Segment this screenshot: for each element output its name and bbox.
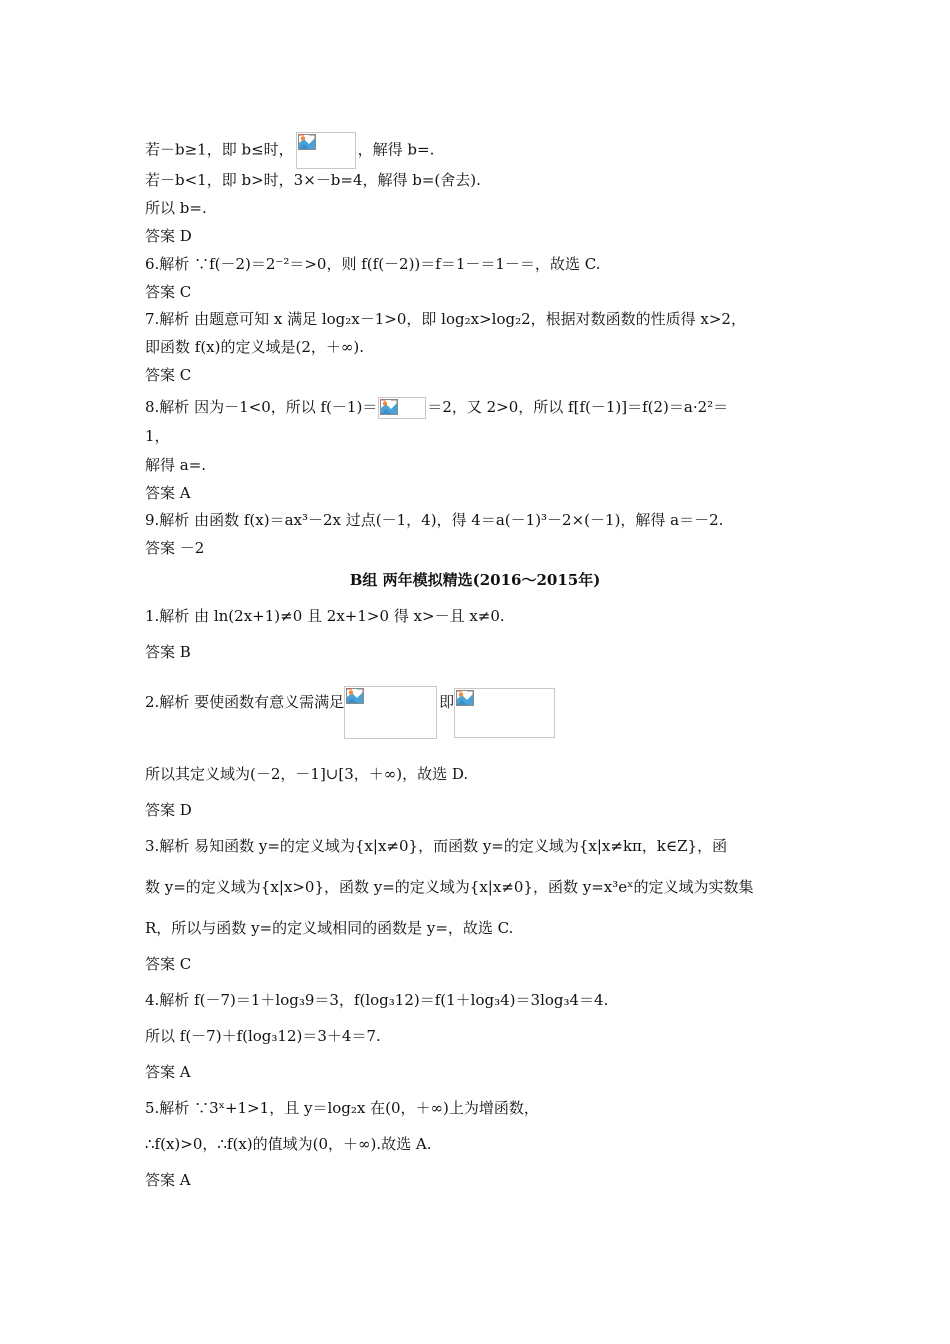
section-heading: B组 两年模拟精选(2016～2015年) bbox=[349, 571, 601, 589]
answer-line: 答案 C bbox=[145, 283, 192, 301]
answer-line: 答案 A bbox=[145, 1171, 191, 1189]
text-line: 即函数 f(x)的定义域是(2，＋∞). bbox=[145, 338, 364, 356]
text-line: ∴f(x)>0，∴f(x)的值域为(0，＋∞).故选 A. bbox=[145, 1135, 432, 1153]
broken-image-icon bbox=[298, 134, 316, 150]
text-line: 数 y=的定义域为{x|x>0}，函数 y=的定义域为{x|x≠0}，函数 y=x³eˣ的定义域为实数集 bbox=[145, 878, 754, 896]
text-line: 所以 b=. bbox=[145, 199, 207, 217]
broken-image-icon bbox=[380, 399, 398, 415]
text-line: 8.解析 因为－1<0，所以 f(－1)＝ ＝2，又 2>0，所以 f[f(－1)]＝f(2)＝a·2²＝ bbox=[145, 397, 728, 419]
answer-line: 答案 A bbox=[145, 1063, 191, 1081]
embedded-image bbox=[296, 132, 356, 169]
broken-image-icon bbox=[346, 688, 364, 704]
text-line: 1， bbox=[145, 427, 170, 445]
text-line: 3.解析 易知函数 y=的定义域为{x|x≠0}，而函数 y=的定义域为{x|x≠kπ，k∈Z}，函 bbox=[145, 837, 728, 855]
text-line: 4.解析 f(－7)＝1＋log₃9＝3，f(log₃12)＝f(1＋log₃4)＝3log₃4＝4. bbox=[145, 991, 609, 1009]
text-line: 所以其定义域为(－2，－1]∪[3，＋∞)，故选 D. bbox=[145, 765, 469, 783]
text-line: 解得 a=. bbox=[145, 456, 207, 474]
answer-line: 答案 D bbox=[145, 801, 192, 819]
answer-line: 答案 D bbox=[145, 227, 192, 245]
embedded-image bbox=[344, 686, 437, 739]
text-line: 2.解析 要使函数有意义需满足 即 bbox=[145, 692, 555, 739]
text-line: 若－b≥1，即 b≤时， ，解得 b=. bbox=[145, 132, 434, 169]
answer-line: 答案 －2 bbox=[145, 539, 205, 557]
broken-image-icon bbox=[456, 690, 474, 706]
text-line: 所以 f(－7)＋f(log₃12)＝3＋4＝7. bbox=[145, 1027, 381, 1045]
embedded-image bbox=[454, 688, 555, 738]
text-line: R，所以与函数 y=的定义域相同的函数是 y=，故选 C. bbox=[145, 919, 514, 937]
text-line: 1.解析 由 ln(2x+1)≠0 且 2x+1>0 得 x>－且 x≠0. bbox=[145, 607, 505, 625]
answer-line: 答案 B bbox=[145, 643, 191, 661]
text-line: 7.解析 由题意可知 x 满足 log₂x－1>0，即 log₂x>log₂2，根据对数函数的性质得 x>2， bbox=[145, 310, 746, 328]
text-line: 9.解析 由函数 f(x)＝ax³－2x 过点(－1，4)，得 4＝a(－1)³－2×(－1)，解得 a＝－2. bbox=[145, 511, 724, 529]
embedded-image bbox=[378, 397, 426, 419]
answer-line: 答案 C bbox=[145, 955, 192, 973]
text-line: 6.解析 ∵f(－2)＝2⁻²＝>0，则 f(f(－2))＝f＝1－＝1－＝，故选 C. bbox=[145, 255, 601, 273]
answer-line: 答案 C bbox=[145, 366, 192, 384]
text-line: 5.解析 ∵3ˣ+1>1，且 y＝log₂x 在(0，＋∞)上为增函数， bbox=[145, 1099, 539, 1117]
answer-line: 答案 A bbox=[145, 484, 191, 502]
text-line: 若－b<1，即 b>时，3×－b=4，解得 b=(舍去). bbox=[145, 171, 481, 189]
